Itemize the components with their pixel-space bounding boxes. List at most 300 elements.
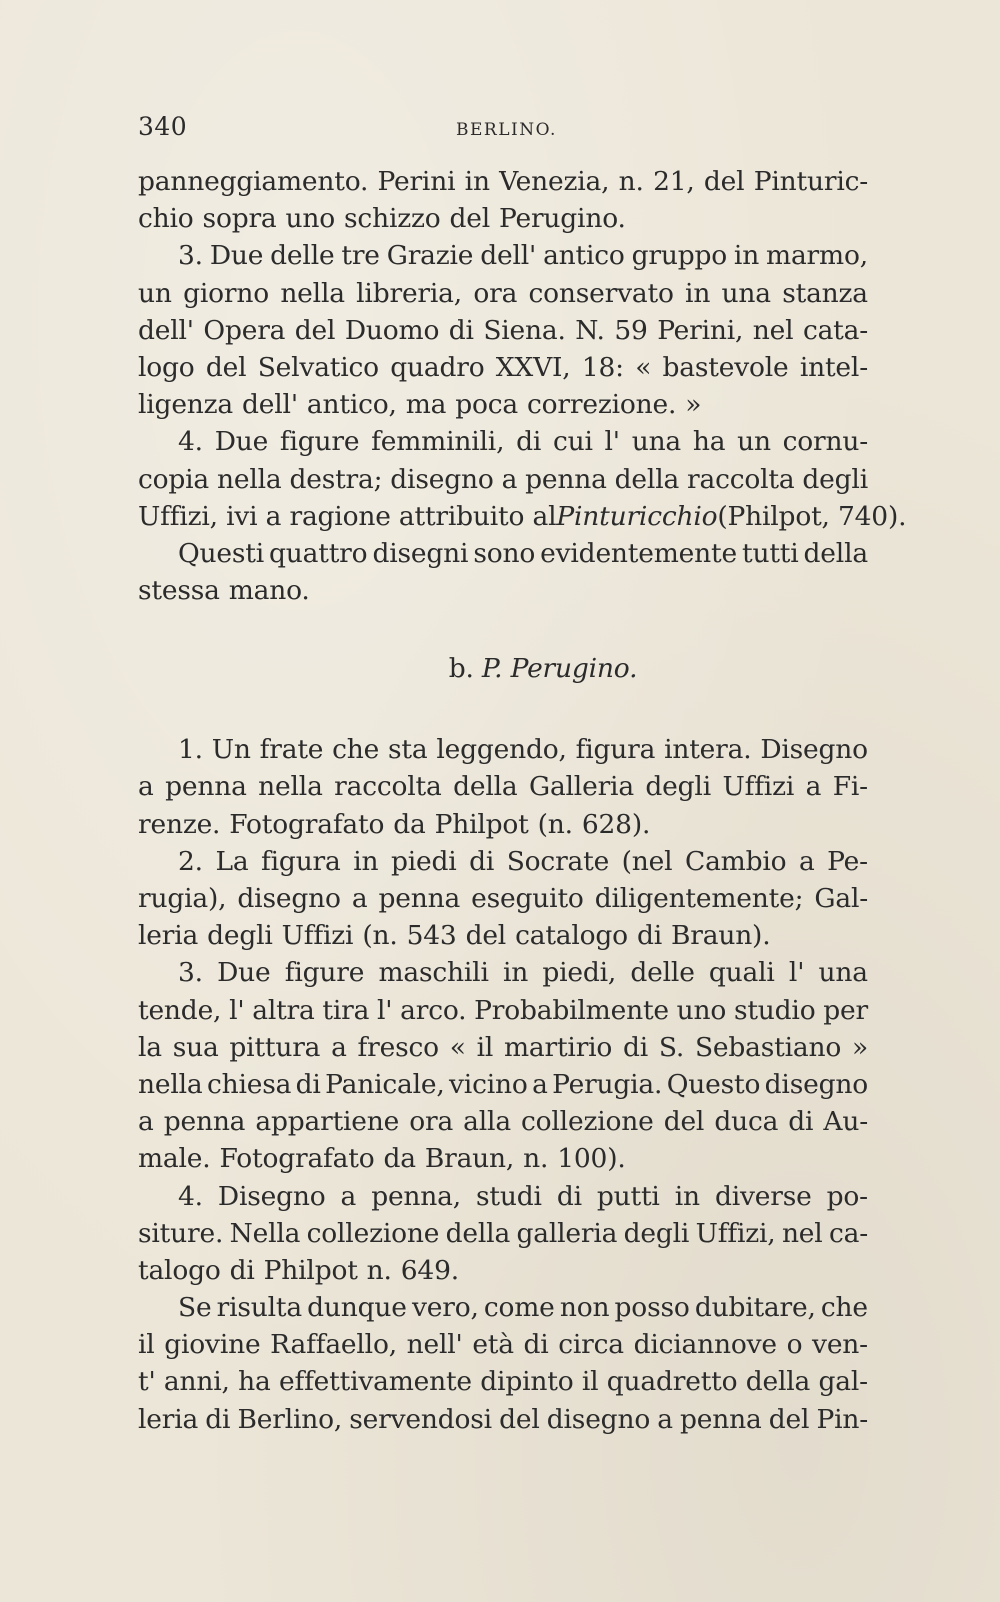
word: 18: xyxy=(581,351,624,383)
word: di xyxy=(636,920,662,952)
word: Se xyxy=(178,1292,212,1324)
text-line xyxy=(138,1401,868,1438)
word: Perugia. xyxy=(552,1068,663,1100)
word: dell' xyxy=(138,314,194,346)
word: Raffaello, xyxy=(270,1329,397,1361)
word: a xyxy=(798,845,815,877)
word: conservato xyxy=(528,277,674,309)
word: disegni xyxy=(372,537,469,569)
word: di xyxy=(205,1403,231,1435)
word: disegno xyxy=(237,883,341,914)
word: 2. xyxy=(178,845,203,877)
word: 649. xyxy=(400,1254,459,1286)
word: piedi, xyxy=(542,957,617,989)
word: fresco xyxy=(357,1031,439,1063)
spacer xyxy=(138,709,868,731)
word: Sebastiano xyxy=(694,1031,842,1063)
word: schizzo xyxy=(344,203,441,235)
word: frate xyxy=(259,734,324,766)
word: raccolta xyxy=(687,463,795,495)
word: quattro xyxy=(269,537,368,569)
text-line xyxy=(138,1178,868,1215)
word: Berlino, xyxy=(237,1403,343,1435)
section-heading xyxy=(138,631,868,709)
word: il xyxy=(581,1366,599,1398)
word: giorno xyxy=(183,277,269,309)
word: penna xyxy=(378,883,461,914)
word: intera. xyxy=(664,734,752,766)
word: dipinto xyxy=(480,1366,574,1398)
word: libreria, xyxy=(356,277,462,309)
word: sta xyxy=(388,734,428,766)
word: male. xyxy=(138,1143,211,1175)
word: Philpot xyxy=(263,1254,358,1286)
word: a xyxy=(138,771,154,803)
word: risulta xyxy=(216,1292,302,1324)
word: una xyxy=(818,957,868,989)
running-title: BERLINO. xyxy=(456,120,557,140)
word: anni, xyxy=(163,1366,230,1398)
word: (n. xyxy=(537,808,573,840)
word: cui xyxy=(552,426,593,458)
word: catalogo xyxy=(515,920,628,952)
word: Selvatico xyxy=(257,351,379,383)
word: Perini xyxy=(377,166,456,197)
word: dell' xyxy=(480,240,537,272)
word: XXVI, xyxy=(495,351,571,383)
word: figura xyxy=(261,845,341,877)
word: giovine xyxy=(164,1329,261,1361)
word: il xyxy=(138,1329,155,1361)
word: gal- xyxy=(818,1366,868,1398)
text-line xyxy=(138,461,868,498)
word: Due xyxy=(209,240,264,272)
word: l' xyxy=(229,994,245,1026)
word: La xyxy=(215,845,249,877)
word: tutti xyxy=(742,537,799,569)
word: cata- xyxy=(802,314,868,346)
word: 59 xyxy=(614,314,648,346)
text-line xyxy=(138,200,868,237)
word: n. xyxy=(618,166,644,197)
word: di xyxy=(788,1106,814,1138)
word: ora xyxy=(409,1106,454,1138)
word: posso xyxy=(614,1292,690,1324)
word: intel- xyxy=(799,351,868,383)
word: dubitare, xyxy=(694,1292,816,1324)
text-line xyxy=(138,1066,868,1103)
word: eseguito xyxy=(471,883,584,914)
word: martirio xyxy=(503,1031,613,1063)
word: putti xyxy=(596,1180,660,1212)
word: in xyxy=(464,166,490,197)
word: Perugino. xyxy=(499,203,626,235)
word: la xyxy=(138,1031,162,1063)
word: collezione xyxy=(306,1217,440,1249)
text-line xyxy=(138,1363,868,1400)
word: Fi- xyxy=(832,771,868,803)
word: uno xyxy=(676,994,727,1026)
word: Questo xyxy=(666,1068,761,1100)
body-text xyxy=(138,163,907,1438)
word: penna, xyxy=(371,1180,461,1212)
word: leria xyxy=(138,920,199,952)
text-line xyxy=(138,498,907,535)
word: ha xyxy=(238,1366,271,1398)
word: siture. xyxy=(138,1217,224,1249)
word: vero, xyxy=(411,1292,479,1324)
word: Questi xyxy=(178,537,264,569)
word: talogo xyxy=(138,1254,221,1286)
word: a xyxy=(351,883,368,914)
word: età xyxy=(472,1329,514,1361)
word: sua xyxy=(172,1031,219,1063)
word: da xyxy=(383,1143,416,1175)
word: Braun, xyxy=(424,1143,515,1175)
word: Siena. xyxy=(483,314,566,346)
word: 4. xyxy=(178,1180,203,1212)
word: alla xyxy=(463,1106,511,1138)
text-line xyxy=(138,1140,868,1177)
word: figura xyxy=(575,734,656,766)
word: rugia), xyxy=(138,883,227,914)
word: della xyxy=(453,771,518,803)
word: destra; xyxy=(289,463,383,495)
word: n. xyxy=(366,1254,392,1286)
word: Fotografato xyxy=(219,1143,375,1175)
word: il xyxy=(476,1031,494,1063)
word: ha xyxy=(692,426,726,458)
word: degli xyxy=(645,771,711,803)
word: ca- xyxy=(829,1217,868,1249)
word: Gal- xyxy=(814,883,868,914)
text-line xyxy=(138,917,868,954)
text-line xyxy=(138,163,868,200)
word: di xyxy=(623,1031,649,1063)
text-segment: (Philpot, 740). xyxy=(717,500,907,532)
word: a xyxy=(340,1180,357,1212)
text-line xyxy=(138,1029,868,1066)
word: l' xyxy=(604,426,620,458)
word: nella xyxy=(217,463,282,495)
word: pittura xyxy=(229,1031,321,1063)
word: Disegno xyxy=(217,1180,326,1212)
word: un xyxy=(737,426,771,458)
word: a xyxy=(805,771,822,803)
word: a xyxy=(138,1106,154,1138)
word: nel xyxy=(781,1217,823,1249)
word: copia xyxy=(138,463,210,495)
text-line xyxy=(138,1215,868,1252)
word: gruppo xyxy=(631,240,727,272)
word: raccolta xyxy=(334,771,442,803)
word: del xyxy=(294,314,336,346)
word: tre xyxy=(341,240,380,272)
word: nella xyxy=(280,277,345,309)
word: ven- xyxy=(812,1329,868,1361)
text-line xyxy=(138,1252,868,1289)
word: degli xyxy=(207,920,273,952)
word: Due xyxy=(214,426,269,458)
text-line xyxy=(138,1289,868,1326)
word: per xyxy=(823,994,868,1026)
word: figure xyxy=(284,957,365,989)
word: Au- xyxy=(823,1106,868,1138)
word: piedi xyxy=(390,845,457,877)
word: del xyxy=(205,351,247,383)
word: nell' xyxy=(406,1329,463,1361)
word: della xyxy=(803,537,868,569)
word: quadro xyxy=(390,351,485,383)
word: in xyxy=(674,1180,700,1212)
word: dunque xyxy=(307,1292,407,1324)
word: ligenza xyxy=(138,389,234,421)
italic-artist-name: Pinturicchio xyxy=(556,500,718,532)
word: una xyxy=(721,277,771,309)
word: tira xyxy=(322,994,370,1026)
word: circa xyxy=(558,1329,624,1361)
word: Un xyxy=(211,734,251,766)
word: 628). xyxy=(581,808,651,840)
word: Pinturic- xyxy=(753,166,868,197)
word: antico, xyxy=(306,389,397,421)
word: di xyxy=(523,1329,549,1361)
word: l' xyxy=(788,957,805,989)
text-line xyxy=(138,880,868,917)
text-line xyxy=(138,275,868,312)
word: di xyxy=(516,426,542,458)
word: in xyxy=(733,240,760,272)
word: diciannove xyxy=(633,1329,777,1361)
word: N. xyxy=(575,314,605,346)
word: tende, xyxy=(138,994,222,1026)
page-header xyxy=(138,112,868,152)
word: Uffizi xyxy=(281,920,354,952)
word: marmo, xyxy=(766,240,868,272)
word: di xyxy=(469,845,495,877)
word: di xyxy=(448,314,474,346)
word: (nel xyxy=(621,845,673,877)
word: leggendo, xyxy=(436,734,567,766)
text-line xyxy=(138,992,868,1029)
word: Uffizi, xyxy=(695,1217,776,1249)
word: Duomo xyxy=(344,314,440,346)
word: arco. xyxy=(400,994,467,1026)
text-line xyxy=(138,1103,868,1140)
word: o xyxy=(786,1329,803,1361)
word: a xyxy=(501,463,518,495)
word: penna xyxy=(163,1106,246,1138)
word: studio xyxy=(733,994,816,1026)
word: appartiene xyxy=(255,1106,400,1138)
word: femminili, xyxy=(371,426,505,458)
word: 3. xyxy=(178,957,203,989)
word: maschili xyxy=(378,957,489,989)
word: diverse xyxy=(714,1180,812,1212)
word: non xyxy=(559,1292,610,1324)
word: leria xyxy=(138,1403,199,1435)
word: panneggiamento. xyxy=(138,166,369,197)
word: sono xyxy=(473,537,536,569)
word: Pe- xyxy=(827,845,868,877)
word: nel xyxy=(752,314,794,346)
text-line xyxy=(138,731,868,768)
word: diligentemente; xyxy=(594,883,804,914)
word: a xyxy=(657,1403,673,1435)
word: disegno xyxy=(546,1403,651,1435)
word: degli xyxy=(802,463,868,495)
word: penna xyxy=(525,463,607,495)
word: degli xyxy=(623,1217,690,1249)
word: « xyxy=(635,351,652,383)
word: Cambio xyxy=(685,845,787,877)
word: in xyxy=(353,845,379,877)
text-line xyxy=(138,386,868,423)
word: della xyxy=(445,1217,511,1249)
word: in xyxy=(502,957,529,989)
text-segment: Uffizi, ivi a ragione attribuito al xyxy=(138,500,557,532)
text-line xyxy=(138,423,868,460)
word: vicino xyxy=(449,1068,528,1100)
word: quali xyxy=(708,957,775,989)
word: di xyxy=(229,1254,255,1286)
word: servendosi xyxy=(349,1403,492,1435)
word: antico xyxy=(543,240,625,272)
text-line xyxy=(138,806,868,843)
word: Pin- xyxy=(816,1403,868,1435)
word: duca xyxy=(714,1106,779,1138)
word: del xyxy=(499,1403,540,1435)
word: Perini, xyxy=(657,314,744,346)
section-name: P. Perugino. xyxy=(481,653,638,685)
word: correzione. xyxy=(527,389,677,421)
word: in xyxy=(685,277,711,309)
word: Uffizi xyxy=(722,771,795,803)
word: Grazie xyxy=(386,240,474,272)
word: galleria xyxy=(516,1217,618,1249)
word: una xyxy=(631,426,682,458)
word: 1. xyxy=(178,734,203,766)
word: Braun). xyxy=(670,920,771,952)
word: Disegno xyxy=(760,734,868,766)
word: a xyxy=(331,1031,347,1063)
word: ora xyxy=(473,277,518,309)
word: collezione xyxy=(521,1106,654,1138)
word: po- xyxy=(826,1180,868,1212)
text-line xyxy=(138,312,868,349)
word: altra xyxy=(252,994,315,1026)
word: 3. xyxy=(178,240,203,272)
word: penna xyxy=(165,771,247,803)
word: di xyxy=(556,1180,582,1212)
word: della xyxy=(745,1366,811,1398)
text-line xyxy=(138,572,868,609)
word: del xyxy=(449,203,491,235)
word: Socrate xyxy=(506,845,610,877)
word: 100). xyxy=(557,1143,626,1175)
word: t' xyxy=(138,1366,156,1398)
word: Opera xyxy=(203,314,286,346)
word: disegno xyxy=(390,463,494,495)
word: della xyxy=(614,463,680,495)
page-number: 340 xyxy=(138,112,188,141)
word: cornu- xyxy=(782,426,868,458)
word: « xyxy=(449,1031,466,1063)
word: renze. xyxy=(138,808,221,840)
word: Galleria xyxy=(528,771,634,803)
word: chio xyxy=(138,203,194,235)
word: Nella xyxy=(229,1217,301,1249)
word: » xyxy=(685,389,702,421)
word: stanza xyxy=(782,277,868,309)
word: Panicale, xyxy=(325,1068,445,1100)
word: nella xyxy=(258,771,323,803)
word: del xyxy=(768,1403,810,1435)
word: Venezia, xyxy=(499,166,610,197)
word: 4. xyxy=(178,426,203,458)
text-line xyxy=(138,954,868,991)
word: Philpot xyxy=(434,808,529,840)
text-line xyxy=(138,349,868,386)
word: evidentemente xyxy=(540,537,737,569)
word: da xyxy=(393,808,426,840)
word: » xyxy=(851,1031,868,1063)
word: ma xyxy=(405,389,447,421)
word: figure xyxy=(279,426,360,458)
word: studi xyxy=(476,1180,542,1212)
word: nella xyxy=(138,1068,203,1100)
text-line xyxy=(138,535,868,572)
word: disegno xyxy=(764,1068,868,1100)
word: sopra xyxy=(202,203,277,235)
word: un xyxy=(138,277,172,309)
word: poca xyxy=(455,389,519,421)
word: che xyxy=(332,734,380,766)
text-line xyxy=(138,768,868,805)
word: (n. xyxy=(362,920,398,952)
word: dell' xyxy=(242,389,298,421)
word: Due xyxy=(217,957,271,989)
word: del xyxy=(465,920,507,952)
word: a xyxy=(532,1068,548,1100)
word: effettivamente xyxy=(278,1366,472,1398)
word: che xyxy=(820,1292,868,1324)
word: logo xyxy=(138,351,195,383)
word: del xyxy=(703,166,745,197)
word: l' xyxy=(376,994,393,1026)
section-label: b. xyxy=(448,653,474,685)
word: chiesa xyxy=(206,1068,292,1100)
text-line xyxy=(138,843,868,880)
word: bastevole xyxy=(662,351,789,383)
word: mano. xyxy=(228,575,310,607)
spacer xyxy=(138,609,868,631)
word: uno xyxy=(285,203,336,235)
word: n. xyxy=(523,1143,549,1175)
word: stessa xyxy=(138,575,220,607)
word: 21, xyxy=(653,166,695,197)
word: delle xyxy=(630,957,695,989)
word: come xyxy=(483,1292,555,1324)
word: Fotografato xyxy=(229,808,385,840)
word: quadretto xyxy=(606,1366,738,1398)
word: penna xyxy=(680,1403,762,1435)
word: 543 xyxy=(406,920,457,952)
word: delle xyxy=(270,240,335,272)
word: Probabilmente xyxy=(474,994,669,1026)
word: del xyxy=(663,1106,705,1138)
text-line xyxy=(138,1326,868,1363)
